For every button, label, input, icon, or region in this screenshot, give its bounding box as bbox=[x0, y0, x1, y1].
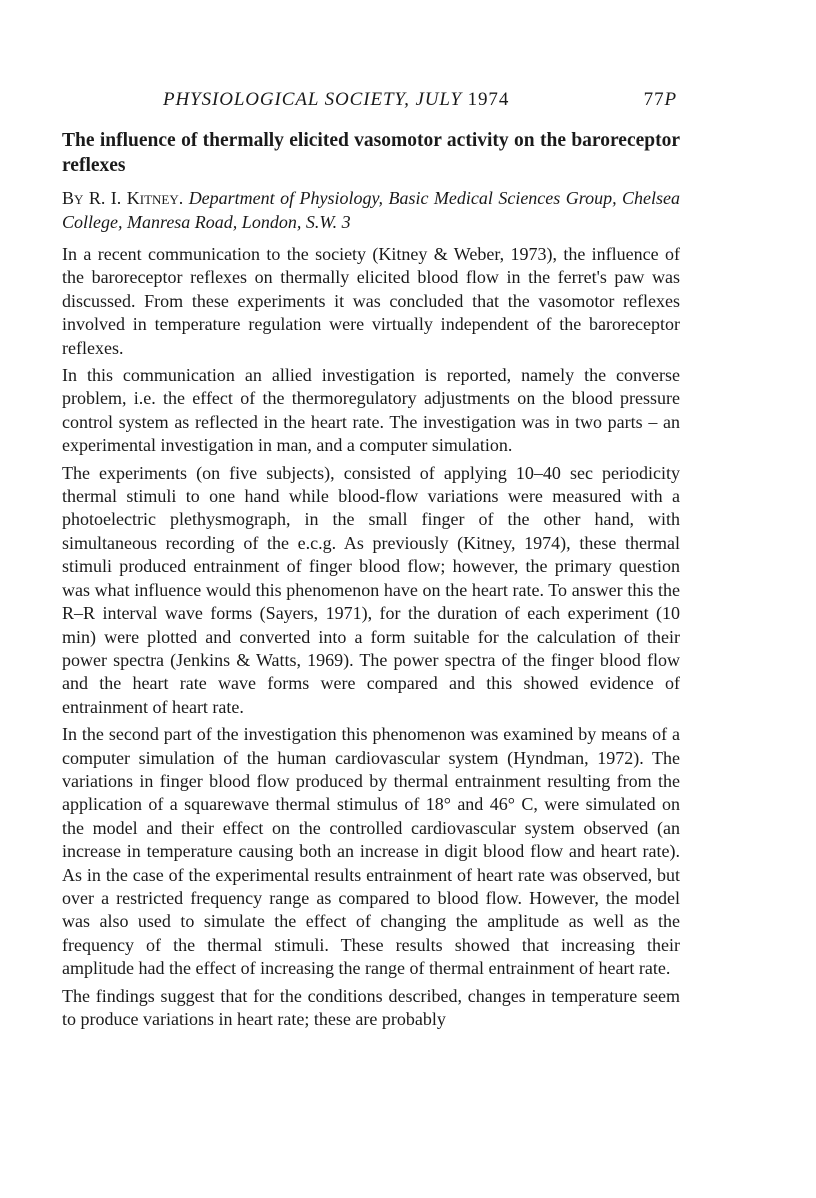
article-body bbox=[62, 243, 680, 1031]
journal-year: 1974 bbox=[467, 89, 510, 110]
byline-prefix: By bbox=[62, 188, 84, 208]
page-number: 77P bbox=[643, 89, 677, 110]
author-byline bbox=[62, 186, 680, 234]
paragraph-5: The findings suggest that for the conditions described, changes in temperature seem to produce variations in heart rate; these are probably bbox=[62, 985, 680, 1029]
author-name: R. I. Kitney. bbox=[88, 188, 184, 208]
author-affiliation: Department of Physiology, Basic Medical Sciences Group, Chelsea College, Manresa Road, London, S.W. 3 bbox=[62, 188, 681, 232]
journal-page bbox=[62, 84, 680, 1031]
running-header bbox=[62, 84, 680, 114]
paragraph-3: The experiments (on five subjects), consisted of applying 10–40 sec periodicity thermal stimuli to one hand while blood-flow variations were measured with a photoelectric plethysmograph, in the small finger of the other hand, with simultaneous recording of the e.c.g. As previously (Kitney, 1974), these thermal stimuli produced entrainment of finger blood flow; however, the primary question was what influence would this phenomenon have on the heart rate. To answer this the R–R interval wave forms (Sayers, 1971), for the duration of each experiment (10 min) were plotted and converted into a form suitable for the calculation of their power spectra (Jenkins & Watts, 1969). The power spectra of the finger blood flow and the heart rate wave forms were compared and this showed evidence of entrainment of heart rate. bbox=[62, 462, 680, 717]
paragraph-2: In this communication an allied investigation is reported, namely the converse problem, i.e. the effect of the thermoregulatory adjustments on the blood pressure control system as reflected in the heart rate. The investigation was in two parts – an experimental investigation in man, and a computer simulation. bbox=[62, 365, 680, 456]
paragraph-4: In the second part of the investigation this phenomenon was examined by means of a computer simulation of the human cardiovascular system (Hyndman, 1972). The variations in finger blood flow produced by thermal entrainment resulting from the application of a squarewave thermal stimulus of 18° and 46° C, were simulated on the model and their effect on the controlled cardiovascular system observed (an increase in temperature causing both an increase in digit blood flow and heart rate). As in the case of the experimental results entrainment of heart rate was observed, but over a restricted frequency range as compared to blood flow. However, the model was also used to simulate the effect of changing the amplitude as well as the frequency of the thermal stimuli. These results showed that increasing their amplitude had the effect of increasing the range of thermal entrainment of heart rate. bbox=[62, 724, 680, 979]
article-title: The influence of thermally elicited vasomotor activity on the baroreceptor reflexes bbox=[62, 130, 680, 176]
journal-name: PHYSIOLOGICAL SOCIETY, JULY 1974 bbox=[163, 89, 510, 110]
paragraph-1: In a recent communication to the society (Kitney & Weber, 1973), the influence of the baroreceptor reflexes on thermally elicited blood flow in the ferret's paw was discussed. From these experiments it was concluded that the vasomotor reflexes involved in temperature regulation were virtually independent of the baroreceptor reflexes. bbox=[62, 244, 680, 358]
